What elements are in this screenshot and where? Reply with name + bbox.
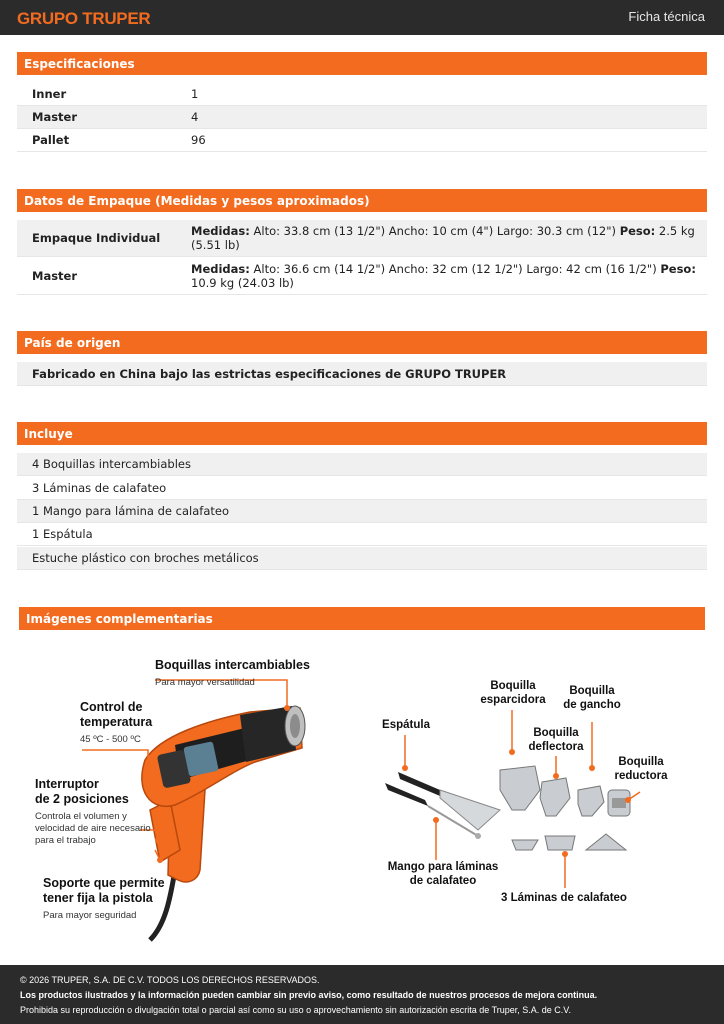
footer [0,965,724,1024]
peso-label: Peso: [619,224,656,238]
label-laminas-calafateo: 3 Láminas de calafateo [501,892,627,904]
truper-logo[interactable]: GRUPO TRUPER [17,9,151,28]
label-mango-laminas: Mango para láminas de calafateo [387,861,499,887]
callout-interruptor [35,777,151,847]
footer-legal: Prohibida su reproducción o divulgación total o parcial así como su uso o aprovechamiento sin autorización escrita de Truper, S.A. de C.V. [20,1005,571,1015]
origin-text: Fabricado en China bajo las estrictas especificaciones de GRUPO TRUPER [32,367,507,381]
list-item [17,500,707,523]
medidas-label: Medidas: [191,262,250,276]
list-item [17,477,707,500]
list-item [17,523,707,546]
label-boquilla-gancho: Boquilla de gancho [563,685,621,711]
include-item: Estuche plástico con broches metálicos [32,551,259,565]
callout-title: Control de temperatura [80,700,153,729]
pack-value [191,224,696,252]
label-boquilla-reductora: Boquilla reductora [614,756,668,782]
callout-temperatura [80,700,152,746]
pack-label: Master [32,269,78,283]
spec-value: 96 [191,133,206,147]
footer-copyright: © 2026 TRUPER, S.A. DE C.V. TODOS LOS DERECHOS RESERVADOS. [20,975,320,985]
callout-subtitle: 45 ºC - 500 ºC [80,734,141,745]
callout-title: Boquillas intercambiables [155,658,310,672]
label-boquilla-esparcidora: Boquilla esparcidora [480,680,546,706]
medidas-value: Alto: 33.8 cm (13 1/2") Ancho: 10 cm (4") Largo: 30.3 cm (12") [249,224,620,238]
page-title: Ficha técnica [628,9,705,24]
callout-subtitle: Para mayor versatilidad [155,677,255,688]
spec-row-inner [17,83,707,106]
include-item: 3 Láminas de calafateo [32,481,167,495]
include-item: 4 Boquillas intercambiables [32,457,191,471]
section-header-especificaciones: Especificaciones [17,52,707,76]
medidas-label: Medidas: [191,224,250,238]
spec-row-master [17,106,707,129]
spec-label: Inner [32,87,67,101]
list-item [17,547,707,570]
include-item: 1 Espátula [32,527,93,541]
origin-row [17,362,707,386]
medidas-value: Alto: 36.6 cm (14 1/2") Ancho: 32 cm (12 1/2") Largo: 42 cm (16 1/2") [249,262,661,276]
peso-value: 10.9 kg (24.03 lb) [191,276,294,290]
peso-value: 2.5 kg (5.51 lb) [191,224,695,252]
top-bar [0,0,724,35]
label-espatula: Espátula [382,719,430,731]
spec-value: 1 [191,87,199,101]
section-header-incluye: Incluye [17,422,707,446]
peso-label: Peso: [660,262,696,276]
footer-notice: Los productos ilustrados y la información pueden cambiar sin previo aviso, como resultado de nuestros procesos de mejora continua. [20,990,598,1000]
label-boquilla-deflectora: Boquilla deflectora [528,727,584,753]
pack-label: Empaque Individual [32,231,161,245]
callout-soporte [43,876,165,922]
section-header-imagenes: Imágenes complementarias [19,607,705,631]
spec-row-pallet [17,129,707,152]
callout-boquillas [155,658,310,689]
spec-label: Pallet [32,133,70,147]
include-item: 1 Mango para lámina de calafateo [32,504,229,518]
section-header-empaque: Datos de Empaque (Medidas y pesos aproximados) [17,189,707,213]
pack-row-master [17,258,707,295]
spec-value: 4 [191,110,199,124]
pack-row-individual [17,220,707,257]
callout-subtitle: Controla el volumen y velocidad de aire necesario para el trabajo [35,811,151,846]
list-item [17,453,707,476]
callout-title: Interruptor de 2 posiciones [35,777,129,806]
spec-label: Master [32,110,78,124]
pack-value [191,262,696,290]
callout-subtitle: Para mayor seguridad [43,910,137,921]
section-header-origen: País de origen [17,331,707,355]
callout-title: Soporte que permite tener fija la pistola [43,876,165,905]
